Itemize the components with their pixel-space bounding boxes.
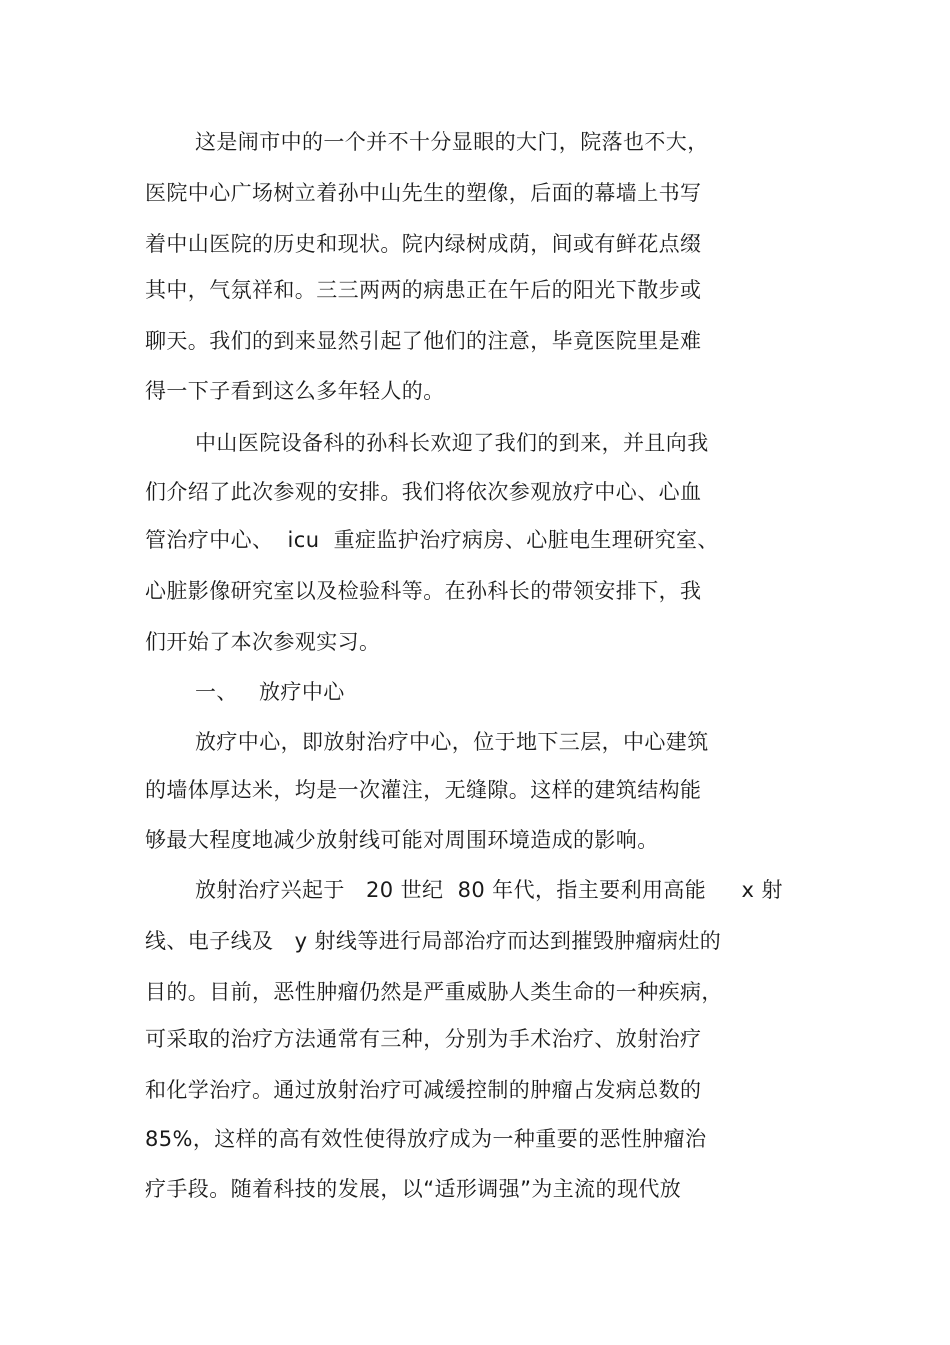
text-line: 够最大程度地减少放射线可能对周围环境造成的影响。: [145, 828, 659, 852]
text-line: 其中，气氛祥和。三三两两的病患正在午后的阳光下散步或: [145, 278, 702, 302]
section-heading: 一、 放疗中心: [195, 680, 345, 704]
text-line: 医院中心广场树立着孙中山先生的塑像，后面的幕墙上书写: [145, 181, 702, 205]
text-line: 得一下子看到这么多年轻人的。: [145, 379, 445, 403]
text-line: 放射治疗兴起于 20 世纪 80 年代，指主要利用高能 x 射: [195, 878, 783, 902]
text-line: 着中山医院的历史和现状。院内绿树成荫，间或有鲜花点缀: [145, 232, 702, 256]
text-line: 85%，这样的高有效性使得放疗成为一种重要的恶性肿瘤治: [145, 1127, 707, 1151]
text-line: 疗手段。随着科技的发展，以“适形调强”为主流的现代放: [145, 1177, 682, 1201]
text-line: 的墙体厚达米，均是一次灌注，无缝隙。这样的建筑结构能: [145, 778, 702, 802]
text-line: 和化学治疗。通过放射治疗可减缓控制的肿瘤占发病总数的: [145, 1078, 702, 1102]
text-line: 心脏影像研究室以及检验科等。在孙科长的带领安排下，我: [145, 579, 702, 603]
text-line: 们开始了本次参观实习。: [145, 630, 381, 654]
text-line: 可采取的治疗方法通常有三种，分别为手术治疗、放射治疗: [145, 1027, 702, 1051]
text-line: 们介绍了此次参观的安排。我们将依次参观放疗中心、心血: [145, 480, 702, 504]
text-line: 线、电子线及 y 射线等进行局部治疗而达到摧毁肿瘤病灶的: [145, 929, 722, 953]
text-line: 聊天。我们的到来显然引起了他们的注意，毕竟医院里是难: [145, 329, 702, 353]
text-line: 目的。目前，恶性肿瘤仍然是严重威胁人类生命的一种疾病，: [145, 980, 723, 1004]
text-line: 管治疗中心、 icu 重症监护治疗病房、心脏电生理研究室、: [145, 528, 719, 552]
text-line: 这是闹市中的一个并不十分显眼的大门，院落也不大，: [195, 130, 709, 154]
text-line: 放疗中心，即放射治疗中心，位于地下三层，中心建筑: [195, 730, 709, 754]
text-line: 中山医院设备科的孙科长欢迎了我们的到来，并且向我: [195, 431, 709, 455]
